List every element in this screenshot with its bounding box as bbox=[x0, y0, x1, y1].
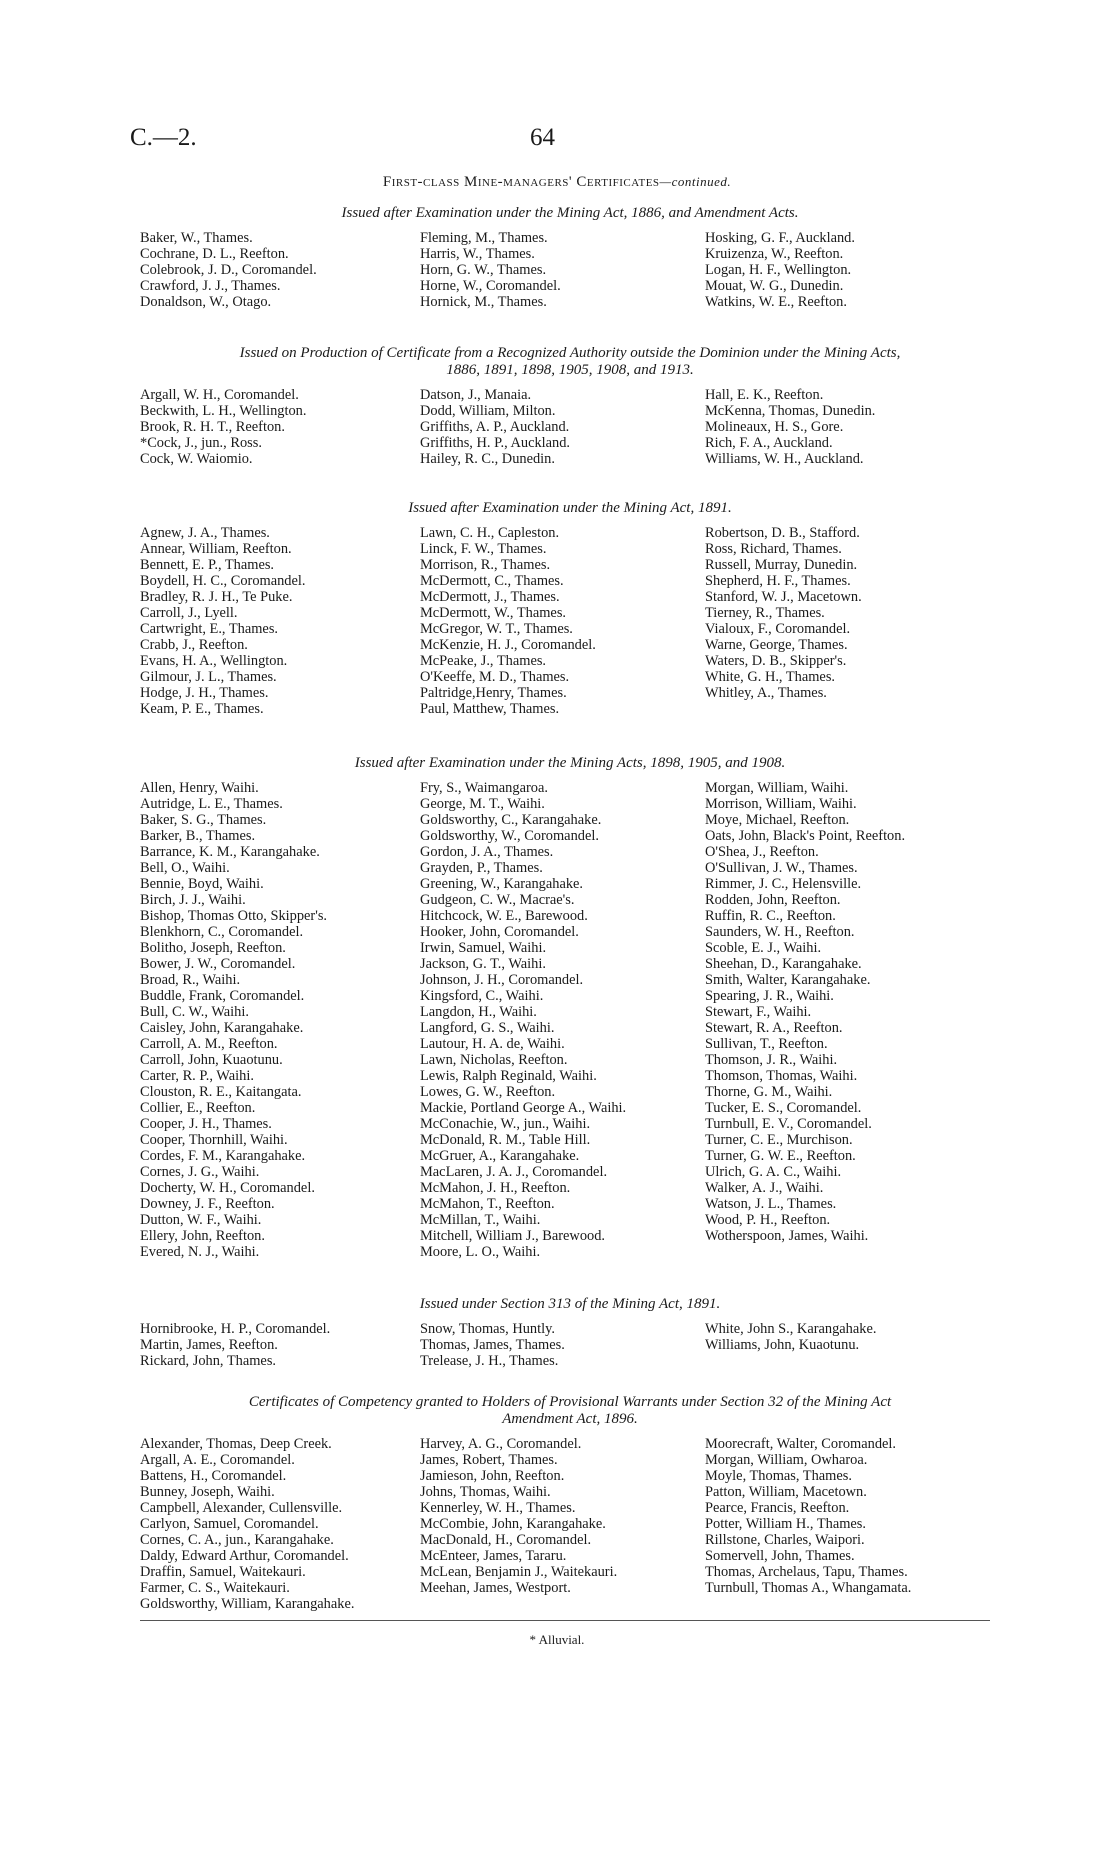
list-entry: Autridge, L. E., Thames. bbox=[140, 796, 283, 812]
list-entry: *Cock, J., jun., Ross. bbox=[140, 435, 262, 451]
list-entry: Harvey, A. G., Coromandel. bbox=[420, 1436, 582, 1452]
list-entry: Mackie, Portland George A., Waihi. bbox=[420, 1100, 627, 1116]
list-entry: Hooker, John, Coromandel. bbox=[420, 924, 579, 940]
list-entry: Sullivan, T., Reefton. bbox=[705, 1036, 828, 1052]
list-entry: George, M. T., Waihi. bbox=[420, 796, 545, 812]
list-entry: Dodd, William, Milton. bbox=[420, 403, 556, 419]
list-entry: Bolitho, Joseph, Reefton. bbox=[140, 940, 286, 956]
list-entry: Grayden, P., Thames. bbox=[420, 860, 543, 876]
list-entry: Allen, Henry, Waihi. bbox=[140, 780, 259, 796]
list-entry: Moorecraft, Walter, Coromandel. bbox=[705, 1436, 897, 1452]
list-entry: Morrison, William, Waihi. bbox=[705, 796, 857, 812]
list-entry: Trelease, J. H., Thames. bbox=[420, 1353, 559, 1369]
list-entry: Fleming, M., Thames. bbox=[420, 230, 548, 246]
list-entry: Baker, W., Thames. bbox=[140, 230, 253, 246]
section-heading: Issued under Section 313 of the Mining Act, 1891. bbox=[419, 1296, 721, 1312]
column-left bbox=[140, 525, 305, 717]
list-entry: MacLaren, J. A. J., Coromandel. bbox=[420, 1164, 608, 1180]
page-title-continued: —continued. bbox=[659, 174, 732, 189]
list-entry: Cooper, J. H., Thames. bbox=[140, 1116, 272, 1132]
page-title bbox=[0, 174, 1114, 191]
section-heading-line2: Amendment Act, 1896. bbox=[502, 1411, 638, 1427]
section-heading bbox=[140, 1394, 1000, 1428]
list-entry: McConachie, W., jun., Waihi. bbox=[420, 1116, 591, 1132]
list-entry: Mouat, W. G., Dunedin. bbox=[705, 278, 844, 294]
column-left bbox=[140, 1436, 354, 1612]
list-entry: Thomson, Thomas, Waihi. bbox=[705, 1068, 858, 1084]
list-entry: Meehan, James, Westport. bbox=[420, 1580, 571, 1596]
list-entry: Hitchcock, W. E., Barewood. bbox=[420, 908, 588, 924]
list-entry: Horne, W., Coromandel. bbox=[420, 278, 561, 294]
list-entry: Bennett, E. P., Thames. bbox=[140, 557, 275, 573]
list-entry: Scoble, E. J., Waihi. bbox=[705, 940, 822, 956]
column-middle bbox=[420, 525, 596, 717]
footnote: * Alluvial. bbox=[529, 1632, 585, 1647]
list-entry: Hornibrooke, H. P., Coromandel. bbox=[140, 1321, 331, 1337]
column-left bbox=[140, 387, 306, 467]
list-entry: Lowes, G. W., Reefton. bbox=[420, 1084, 556, 1100]
list-entry: Spearing, J. R., Waihi. bbox=[705, 988, 834, 1004]
section-columns bbox=[140, 525, 1000, 721]
list-entry: Baker, S. G., Thames. bbox=[140, 812, 267, 828]
column-left bbox=[140, 1321, 330, 1369]
list-entry: Broad, R., Waihi. bbox=[140, 972, 241, 988]
list-entry: Kingsford, C., Waihi. bbox=[420, 988, 544, 1004]
list-entry: Blenkhorn, C., Coromandel. bbox=[140, 924, 304, 940]
list-entry: Argall, W. H., Coromandel. bbox=[140, 387, 299, 403]
page-code: C.—2. bbox=[130, 124, 197, 151]
list-entry: Barrance, K. M., Karangahake. bbox=[140, 844, 320, 860]
list-entry: Donaldson, W., Otago. bbox=[140, 294, 272, 310]
list-entry: White, John S., Karangahake. bbox=[705, 1321, 877, 1337]
list-entry: McDermott, W., Thames. bbox=[420, 605, 567, 621]
list-entry: Rimmer, J. C., Helensville. bbox=[705, 876, 862, 892]
list-entry: Wotherspoon, James, Waihi. bbox=[705, 1228, 869, 1244]
list-entry: Saunders, W. H., Reefton. bbox=[705, 924, 855, 940]
list-entry: McDermott, C., Thames. bbox=[420, 573, 564, 589]
column-left bbox=[140, 230, 317, 310]
list-entry: Beckwith, L. H., Wellington. bbox=[140, 403, 307, 419]
list-entry: Birch, J. J., Waihi. bbox=[140, 892, 246, 908]
list-entry: Bradley, R. J. H., Te Puke. bbox=[140, 589, 293, 605]
list-entry: Agnew, J. A., Thames. bbox=[140, 525, 270, 541]
list-entry: Goldsworthy, W., Coromandel. bbox=[420, 828, 599, 844]
column-middle bbox=[420, 230, 561, 310]
section-columns bbox=[140, 1436, 1000, 1616]
list-entry: Rodden, John, Reefton. bbox=[705, 892, 841, 908]
list-entry: Johns, Thomas, Waihi. bbox=[420, 1484, 551, 1500]
list-entry: Waters, D. B., Skipper's. bbox=[705, 653, 847, 669]
list-entry: Argall, A. E., Coromandel. bbox=[140, 1452, 295, 1468]
list-entry: Williams, W. H., Auckland. bbox=[705, 451, 864, 467]
list-entry: Rickard, John, Thames. bbox=[140, 1353, 277, 1369]
list-entry: Alexander, Thomas, Deep Creek. bbox=[140, 1436, 332, 1452]
list-entry: Lautour, H. A. de, Waihi. bbox=[420, 1036, 565, 1052]
list-entry: McDermott, J., Thames. bbox=[420, 589, 560, 605]
list-entry: Evered, N. J., Waihi. bbox=[140, 1244, 260, 1260]
list-entry: Cooper, Thornhill, Waihi. bbox=[140, 1132, 288, 1148]
list-entry: McEnteer, James, Tararu. bbox=[420, 1548, 567, 1564]
list-entry: McGruer, A., Karangahake. bbox=[420, 1148, 580, 1164]
list-entry: Goldsworthy, C., Karangahake. bbox=[420, 812, 602, 828]
section-1886-examination bbox=[140, 205, 1000, 314]
section-heading bbox=[140, 345, 1000, 379]
list-entry: Lawn, Nicholas, Reefton. bbox=[420, 1052, 568, 1068]
list-entry: Horn, G. W., Thames. bbox=[420, 262, 547, 278]
list-entry: Fry, S., Waimangaroa. bbox=[420, 780, 548, 796]
list-entry: Gudgeon, C. W., Macrae's. bbox=[420, 892, 575, 908]
list-entry: Moyle, Thomas, Thames. bbox=[705, 1468, 852, 1484]
page-number: 64 bbox=[530, 124, 555, 151]
column-right bbox=[705, 780, 905, 1244]
section-columns bbox=[140, 387, 1000, 471]
page-header bbox=[130, 124, 950, 164]
list-entry: Sheehan, D., Karangahake. bbox=[705, 956, 862, 972]
list-entry: Watson, J. L., Thames. bbox=[705, 1196, 837, 1212]
list-entry: McGregor, W. T., Thames. bbox=[420, 621, 573, 637]
list-entry: Tucker, E. S., Coromandel. bbox=[705, 1100, 862, 1116]
list-entry: O'Keeffe, M. D., Thames. bbox=[420, 669, 570, 685]
section-provisional-warrants bbox=[140, 1394, 1000, 1616]
list-entry: Whitley, A., Thames. bbox=[705, 685, 827, 701]
section-columns bbox=[140, 230, 1000, 314]
list-entry: Patton, William, Macetown. bbox=[705, 1484, 867, 1500]
list-entry: Collier, E., Reefton. bbox=[140, 1100, 256, 1116]
column-right bbox=[705, 1436, 911, 1596]
section-heading-line1: Issued on Production of Certificate from a Recognized Authority outside the Dominion under the Mining Acts, bbox=[239, 345, 901, 361]
list-entry: McLean, Benjamin J., Waitekauri. bbox=[420, 1564, 618, 1580]
section-columns bbox=[140, 1321, 1000, 1373]
list-entry: Cornes, C. A., jun., Karangahake. bbox=[140, 1532, 334, 1548]
list-entry: Docherty, W. H., Coromandel. bbox=[140, 1180, 315, 1196]
list-entry: Annear, William, Reefton. bbox=[140, 541, 292, 557]
column-right bbox=[705, 387, 875, 467]
list-entry: MacDonald, H., Coromandel. bbox=[420, 1532, 592, 1548]
list-entry: White, G. H., Thames. bbox=[705, 669, 836, 685]
section-313 bbox=[140, 1296, 1000, 1373]
list-entry: Buddle, Frank, Coromandel. bbox=[140, 988, 305, 1004]
list-entry: Ellery, John, Reefton. bbox=[140, 1228, 265, 1244]
list-entry: Goldsworthy, William, Karangahake. bbox=[140, 1596, 355, 1612]
list-entry: Morgan, William, Owharoa. bbox=[705, 1452, 868, 1468]
list-entry: Cartwright, E., Thames. bbox=[140, 621, 279, 637]
list-entry: Robertson, D. B., Stafford. bbox=[705, 525, 860, 541]
list-entry: James, Robert, Thames. bbox=[420, 1452, 558, 1468]
list-entry: Potter, William H., Thames. bbox=[705, 1516, 866, 1532]
list-entry: Johnson, J. H., Coromandel. bbox=[420, 972, 584, 988]
list-entry: Gilmour, J. L., Thames. bbox=[140, 669, 277, 685]
list-entry: Mitchell, William J., Barewood. bbox=[420, 1228, 606, 1244]
list-entry: Watkins, W. E., Reefton. bbox=[705, 294, 847, 310]
list-entry: Evans, H. A., Wellington. bbox=[140, 653, 288, 669]
list-entry: McDonald, R. M., Table Hill. bbox=[420, 1132, 591, 1148]
list-entry: Crawford, J. J., Thames. bbox=[140, 278, 281, 294]
list-entry: Kruizenza, W., Reefton. bbox=[705, 246, 844, 262]
list-entry: Morrison, R., Thames. bbox=[420, 557, 551, 573]
section-recognized-authority bbox=[140, 345, 1000, 471]
list-entry: McMahon, T., Reefton. bbox=[420, 1196, 555, 1212]
list-entry: Bishop, Thomas Otto, Skipper's. bbox=[140, 908, 328, 924]
list-entry: Carroll, J., Lyell. bbox=[140, 605, 238, 621]
list-entry: McCombie, John, Karangahake. bbox=[420, 1516, 606, 1532]
list-entry: Rillstone, Charles, Waipori. bbox=[705, 1532, 865, 1548]
list-entry: Hosking, G. F., Auckland. bbox=[705, 230, 855, 246]
list-entry: Cordes, F. M., Karangahake. bbox=[140, 1148, 306, 1164]
column-middle bbox=[420, 387, 570, 467]
list-entry: O'Shea, J., Reefton. bbox=[705, 844, 819, 860]
list-entry: Tierney, R., Thames. bbox=[705, 605, 825, 621]
section-1891-examination bbox=[140, 500, 1000, 721]
list-entry: Barker, B., Thames. bbox=[140, 828, 256, 844]
section-heading: Issued after Examination under the Mining Acts, 1898, 1905, and 1908. bbox=[354, 755, 786, 771]
list-entry: Greening, W., Karangahake. bbox=[420, 876, 584, 892]
list-entry: McMahon, J. H., Reefton. bbox=[420, 1180, 571, 1196]
list-entry: Shepherd, H. F., Thames. bbox=[705, 573, 851, 589]
footer-rule bbox=[140, 1620, 990, 1621]
list-entry: Dutton, W. F., Waihi. bbox=[140, 1212, 262, 1228]
list-entry: Griffiths, A. P., Auckland. bbox=[420, 419, 570, 435]
list-entry: Snow, Thomas, Huntly. bbox=[420, 1321, 555, 1337]
list-entry: Cock, W. Waiomio. bbox=[140, 451, 253, 467]
list-entry: Hornick, M., Thames. bbox=[420, 294, 547, 310]
section-heading: Issued after Examination under the Mining Act, 1891. bbox=[408, 500, 732, 516]
list-entry: Datson, J., Manaia. bbox=[420, 387, 532, 403]
list-entry: Wood, P. H., Reefton. bbox=[705, 1212, 831, 1228]
list-entry: Molineaux, H. S., Gore. bbox=[705, 419, 844, 435]
list-entry: Stewart, R. A., Reefton. bbox=[705, 1020, 843, 1036]
list-entry: Vialoux, F., Coromandel. bbox=[705, 621, 851, 637]
column-middle bbox=[420, 780, 626, 1260]
list-entry: Hall, E. K., Reefton. bbox=[705, 387, 824, 403]
list-entry: McKenzie, H. J., Coromandel. bbox=[420, 637, 596, 653]
list-entry: Langford, G. S., Waihi. bbox=[420, 1020, 555, 1036]
list-entry: Kennerley, W. H., Thames. bbox=[420, 1500, 576, 1516]
list-entry: McMillan, T., Waihi. bbox=[420, 1212, 541, 1228]
list-entry: Jackson, G. T., Waihi. bbox=[420, 956, 546, 972]
column-right bbox=[705, 525, 862, 701]
list-entry: Downey, J. F., Reefton. bbox=[140, 1196, 275, 1212]
list-entry: Lewis, Ralph Reginald, Waihi. bbox=[420, 1068, 597, 1084]
list-entry: Walker, A. J., Waihi. bbox=[705, 1180, 824, 1196]
list-entry: Somervell, John, Thames. bbox=[705, 1548, 855, 1564]
column-left bbox=[140, 780, 327, 1260]
list-entry: Turnbull, Thomas A., Whangamata. bbox=[705, 1580, 912, 1596]
list-entry: Jamieson, John, Reefton. bbox=[420, 1468, 565, 1484]
list-entry: Cochrane, D. L., Reefton. bbox=[140, 246, 289, 262]
list-entry: Oats, John, Black's Point, Reefton. bbox=[705, 828, 906, 844]
list-entry: Carlyon, Samuel, Coromandel. bbox=[140, 1516, 319, 1532]
list-entry: Moye, Michael, Reefton. bbox=[705, 812, 850, 828]
list-entry: Clouston, R. E., Kaitangata. bbox=[140, 1084, 302, 1100]
list-entry: Warne, George, Thames. bbox=[705, 637, 848, 653]
list-entry: Irwin, Samuel, Waihi. bbox=[420, 940, 547, 956]
section-heading-line1: Certificates of Competency granted to Holders of Provisional Warrants under Section 32 of the Mining Act bbox=[248, 1394, 892, 1410]
list-entry: Turnbull, E. V., Coromandel. bbox=[705, 1116, 872, 1132]
list-entry: Lawn, C. H., Capleston. bbox=[420, 525, 560, 541]
list-entry: Linck, F. W., Thames. bbox=[420, 541, 547, 557]
list-entry: Rich, F. A., Auckland. bbox=[705, 435, 833, 451]
list-entry: Bennie, Boyd, Waihi. bbox=[140, 876, 264, 892]
section-1898-1905-1908-examination bbox=[140, 755, 1000, 1260]
list-entry: Hodge, J. H., Thames. bbox=[140, 685, 269, 701]
list-entry: Bower, J. W., Coromandel. bbox=[140, 956, 296, 972]
list-entry: Moore, L. O., Waihi. bbox=[420, 1244, 541, 1260]
list-entry: Martin, James, Reefton. bbox=[140, 1337, 278, 1353]
list-entry: Daldy, Edward Arthur, Coromandel. bbox=[140, 1548, 349, 1564]
list-entry: Thomas, Archelaus, Tapu, Thames. bbox=[705, 1564, 908, 1580]
list-entry: Ross, Richard, Thames. bbox=[705, 541, 842, 557]
list-entry: Turner, G. W. E., Reefton. bbox=[705, 1148, 856, 1164]
list-entry: Carroll, A. M., Reefton. bbox=[140, 1036, 278, 1052]
list-entry: Bunney, Joseph, Waihi. bbox=[140, 1484, 275, 1500]
list-entry: McPeake, J., Thames. bbox=[420, 653, 547, 669]
list-entry: Carroll, John, Kuaotunu. bbox=[140, 1052, 283, 1068]
list-entry: Logan, H. F., Wellington. bbox=[705, 262, 852, 278]
section-heading-line2: 1886, 1891, 1898, 1905, 1908, and 1913. bbox=[446, 362, 694, 378]
section-heading: Issued after Examination under the Mining Act, 1886, and Amendment Acts. bbox=[341, 205, 799, 221]
list-entry: Colebrook, J. D., Coromandel. bbox=[140, 262, 317, 278]
list-entry: Griffiths, H. P., Auckland. bbox=[420, 435, 571, 451]
list-entry: Pearce, Francis, Reefton. bbox=[705, 1500, 850, 1516]
list-entry: Boydell, H. C., Coromandel. bbox=[140, 573, 306, 589]
list-entry: Carter, R. P., Waihi. bbox=[140, 1068, 254, 1084]
list-entry: Langdon, H., Waihi. bbox=[420, 1004, 537, 1020]
section-columns bbox=[140, 780, 1000, 1260]
list-entry: Bell, O., Waihi. bbox=[140, 860, 230, 876]
list-entry: Thorne, G. M., Waihi. bbox=[705, 1084, 833, 1100]
list-entry: Williams, John, Kuaotunu. bbox=[705, 1337, 860, 1353]
list-entry: Battens, H., Coromandel. bbox=[140, 1468, 287, 1484]
column-middle bbox=[420, 1436, 617, 1596]
list-entry: Hailey, R. C., Dunedin. bbox=[420, 451, 555, 467]
list-entry: Farmer, C. S., Waitekauri. bbox=[140, 1580, 290, 1596]
column-right bbox=[705, 1321, 876, 1353]
column-right bbox=[705, 230, 855, 310]
list-entry: Stewart, F., Waihi. bbox=[705, 1004, 812, 1020]
list-entry: O'Sullivan, J. W., Thames. bbox=[705, 860, 858, 876]
list-entry: Paul, Matthew, Thames. bbox=[420, 701, 560, 717]
list-entry: Ruffin, R. C., Reefton. bbox=[705, 908, 836, 924]
list-entry: Keam, P. E., Thames. bbox=[140, 701, 264, 717]
list-entry: Russell, Murray, Dunedin. bbox=[705, 557, 858, 573]
list-entry: Thomas, James, Thames. bbox=[420, 1337, 565, 1353]
list-entry: Caisley, John, Karangahake. bbox=[140, 1020, 304, 1036]
list-entry: Cornes, J. G., Waihi. bbox=[140, 1164, 260, 1180]
list-entry: Ulrich, G. A. C., Waihi. bbox=[705, 1164, 842, 1180]
list-entry: Gordon, J. A., Thames. bbox=[420, 844, 554, 860]
list-entry: Campbell, Alexander, Cullensville. bbox=[140, 1500, 343, 1516]
list-entry: Draffin, Samuel, Waitekauri. bbox=[140, 1564, 306, 1580]
list-entry: Harris, W., Thames. bbox=[420, 246, 535, 262]
list-entry: McKenna, Thomas, Dunedin. bbox=[705, 403, 876, 419]
list-entry: Turner, C. E., Murchison. bbox=[705, 1132, 853, 1148]
list-entry: Bull, C. W., Waihi. bbox=[140, 1004, 249, 1020]
list-entry: Morgan, William, Waihi. bbox=[705, 780, 849, 796]
list-entry: Stanford, W. J., Macetown. bbox=[705, 589, 862, 605]
list-entry: Crabb, J., Reefton. bbox=[140, 637, 248, 653]
list-entry: Brook, R. H. T., Reefton. bbox=[140, 419, 285, 435]
page-title-main: First-class Mine-managers' Certificates bbox=[382, 174, 660, 190]
list-entry: Paltridge,Henry, Thames. bbox=[420, 685, 567, 701]
column-middle bbox=[420, 1321, 565, 1369]
list-entry: Thomson, J. R., Waihi. bbox=[705, 1052, 838, 1068]
list-entry: Smith, Walter, Karangahake. bbox=[705, 972, 871, 988]
